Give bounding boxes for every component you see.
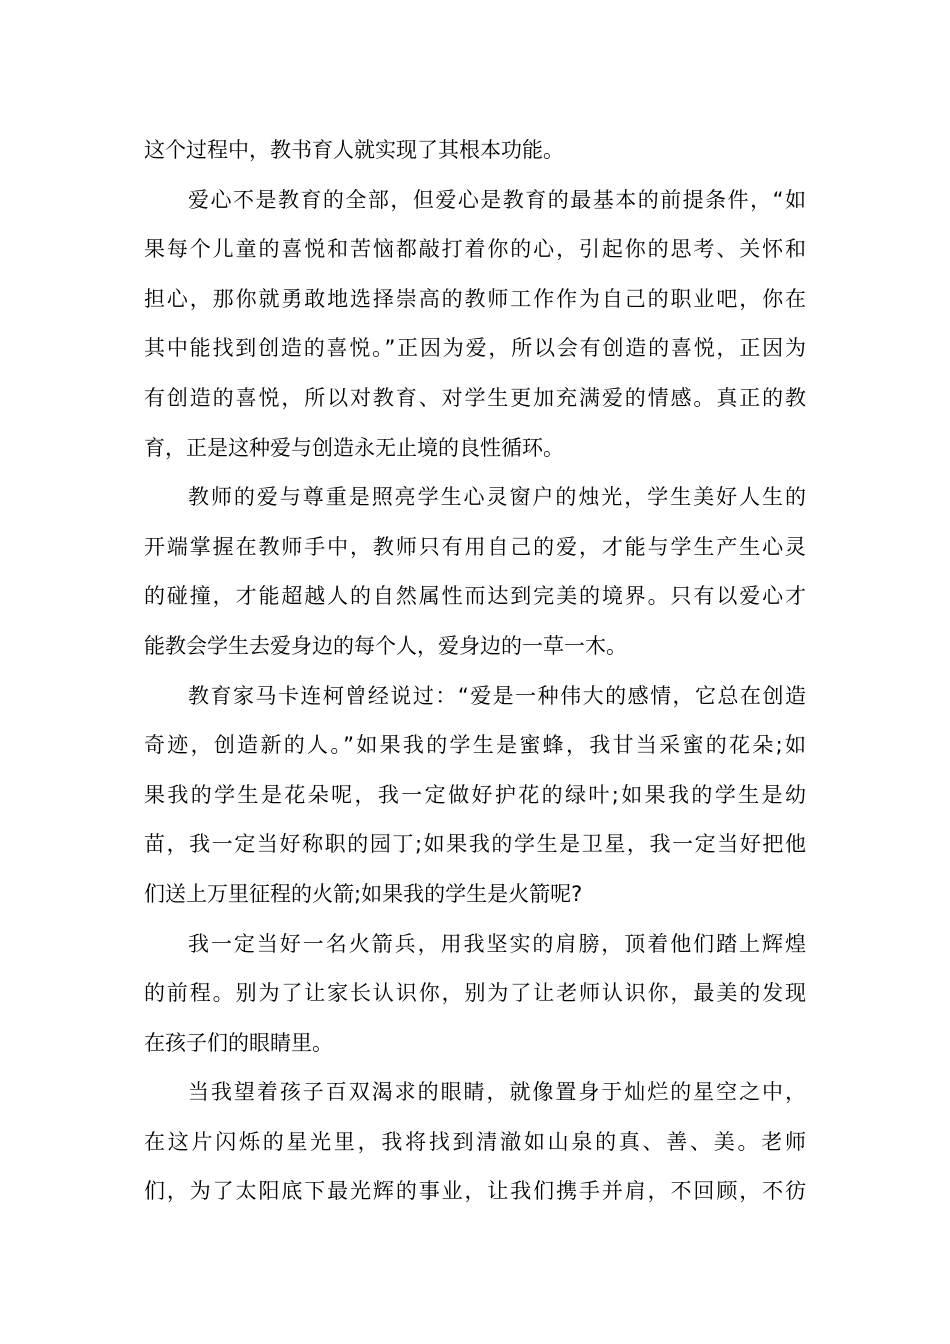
body-text (144, 126, 806, 1217)
text-line: 这个过程中，教书育人就实现了其根本功能。 (144, 138, 564, 162)
text-line: 奇迹，创造新的人。”如果我的学生是蜜蜂，我甘当采蜜的花朵;如 (144, 733, 806, 758)
text-line: 开端掌握在教师手中，教师只有用自己的爱，才能与学生产生心灵 (144, 534, 806, 559)
text-line: 的前程。别为了让家长认识你，别为了让老师认识你，最美的发现 (144, 981, 806, 1006)
paragraph-first-line: 教育家马卡连柯曾经说过：“爱是一种伟大的感情，它总在创造 (188, 683, 806, 708)
paragraph-first-line: 爱心不是教育的全部，但爱心是教育的最基本的前提条件，“如 (188, 187, 806, 212)
text-line: 们送上万里征程的火箭;如果我的学生是火箭呢? (144, 881, 583, 906)
text-line: 苗，我一定当好称职的园丁;如果我的学生是卫星，我一定当好把他 (144, 832, 806, 857)
text-line: 育，正是这种爱与创造永无止境的良性循环。 (144, 435, 564, 460)
text-line: 有创造的喜悦，所以对教育、对学生更加充满爱的情感。真正的教 (144, 385, 806, 410)
text-line: 的碰撞，才能超越人的自然属性而达到完美的境界。只有以爱心才 (144, 584, 806, 609)
text-line: 能教会学生去爱身边的每个人，爱身边的一草一木。 (144, 633, 627, 658)
text-line: 果我的学生是花朵呢，我一定做好护花的绿叶;如果我的学生是幼 (144, 782, 806, 807)
text-line: 果每个儿童的喜悦和苦恼都敲打着你的心，引起你的思考、关怀和 (144, 237, 806, 262)
paragraph-first-line: 当我望着孩子百双渴求的眼睛，就像置身于灿烂的星空之中， (188, 1080, 806, 1105)
text-line: 担心，那你就勇敢地选择崇高的教师工作作为自己的职业吧，你在 (144, 286, 806, 311)
paragraph-first-line: 教师的爱与尊重是照亮学生心灵窗户的烛光，学生美好人生的 (188, 485, 806, 510)
text-line: 们，为了太阳底下最光辉的事业，让我们携手并肩，不回顾，不彷 (144, 1179, 806, 1204)
paragraph-first-line: 我一定当好一名火箭兵，用我坚实的肩膀，顶着他们踏上辉煌 (188, 931, 806, 956)
text-line: 在孩子们的眼睛里。 (144, 1030, 333, 1055)
text-line: 其中能找到创造的喜悦。”正因为爱，所以会有创造的喜悦，正因为 (144, 336, 806, 361)
text-line: 在这片闪烁的星光里，我将找到清澈如山泉的真、善、美。老师 (144, 1129, 806, 1154)
